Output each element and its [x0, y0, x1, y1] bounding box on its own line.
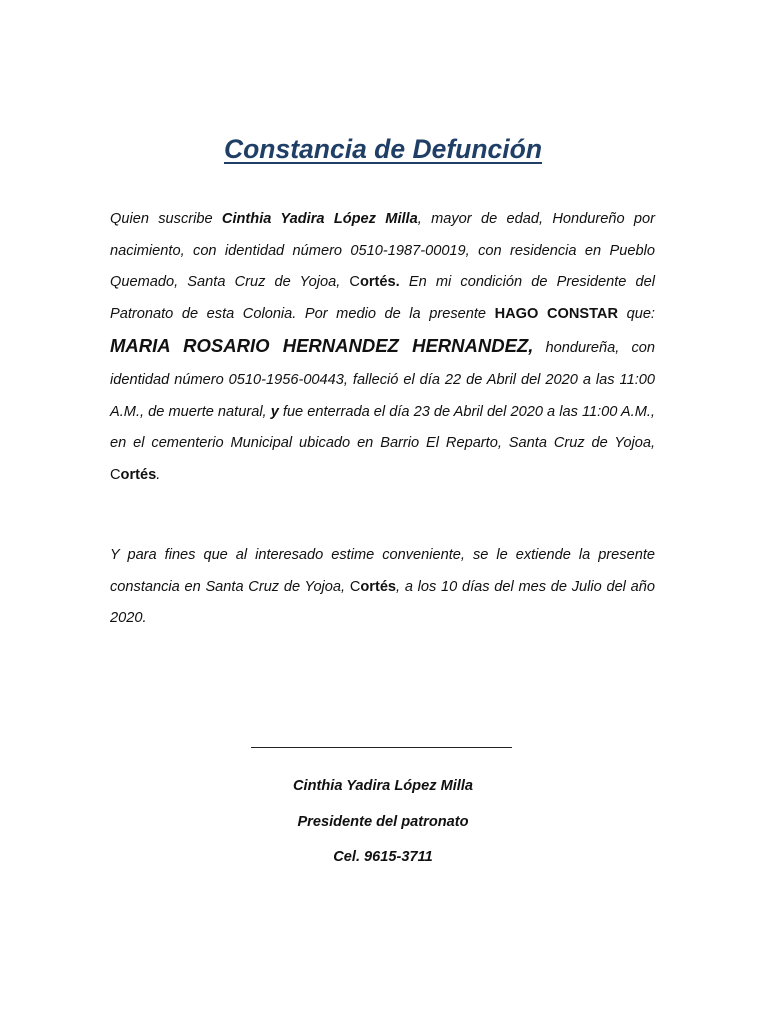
cortes-initial: C — [349, 274, 360, 291]
deceased-name: MARIA ROSARIO HERNANDEZ HERNANDEZ, — [110, 335, 534, 357]
cortes-rest: ortés. — [359, 274, 400, 291]
signature-name: Cinthia Yadira López Milla — [292, 778, 474, 794]
que-text: que: — [618, 305, 655, 322]
issuance-paragraph — [110, 540, 655, 635]
cortes-rest-2: ortés — [120, 466, 157, 483]
signer-name-inline: Cinthia Yadira López Milla — [221, 211, 418, 227]
signature-role: Presidente del patronato — [297, 814, 469, 830]
position-text: En mi condición de Presidente del Patronato de esta Colonia. Por medio de la presente — [110, 274, 655, 322]
cortes-initial-2: C — [110, 466, 121, 483]
cortes-initial-3: C — [349, 578, 361, 595]
document-title: Constancia de Defunción — [223, 134, 543, 164]
signer-details-text: , mayor de edad, Hondureño por nacimiento, con identidad número 0510-1987-00019, con residencia en Pueblo Quemado, Santa Cruz de Yojoa, — [110, 211, 655, 291]
conjunction-y: y — [270, 403, 279, 420]
paragraph-end: . — [156, 466, 161, 483]
issuance-text-a: Y para fines que al interesado estime conveniente, se le extiende la presente constancia en Santa Cruz de Yojoa, — [110, 547, 655, 595]
issuance-text-b: , a los 10 días del mes de Julio del año 2020. — [110, 578, 655, 627]
cortes-rest-3: ortés — [360, 578, 397, 595]
burial-details-text: fue enterrada el día 23 de Abril del 2020 a las 11:00 A.M., en el cementerio Municipal ubicado en Barrio El Reparto, Santa Cruz de Yojoa, — [110, 403, 655, 452]
certificate-paragraph — [110, 204, 655, 491]
signature-phone: Cel. 9615-3711 — [333, 849, 433, 865]
death-details-text: hondureña, con identidad número 0510-1956-00443, falleció el día 22 de Abril del 2020 a las 11:00 A.M., de muerte natural, — [110, 340, 655, 420]
intro-text: Quien suscribe — [110, 211, 222, 227]
signature-line — [251, 747, 512, 748]
hago-constar-text: HAGO CONSTAR — [494, 305, 619, 322]
